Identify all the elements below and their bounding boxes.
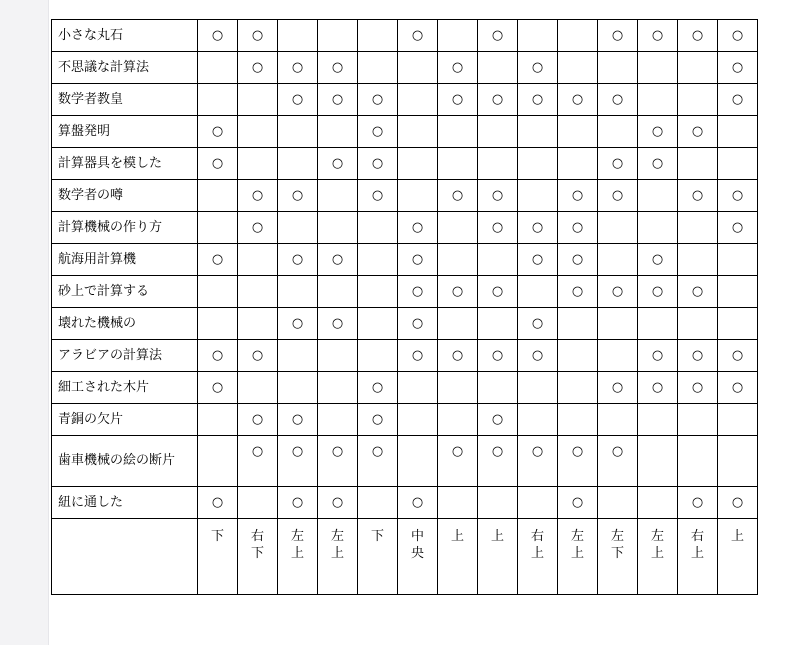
- mark-cell: ○: [278, 404, 318, 436]
- direction-cell: [638, 519, 678, 595]
- mark-cell: [478, 244, 518, 276]
- mark-cell: ○: [318, 52, 358, 84]
- mark-cell: [478, 148, 518, 180]
- mark-cell: ○: [318, 244, 358, 276]
- row-label: 数学者の噂: [52, 180, 198, 212]
- direction-cell: [398, 519, 438, 595]
- mark-cell: [558, 308, 598, 340]
- mark-cell: ○: [478, 84, 518, 116]
- mark-cell: ○: [398, 487, 438, 519]
- mark-cell: ○: [358, 148, 398, 180]
- mark-cell: ○: [638, 244, 678, 276]
- mark-cell: [638, 487, 678, 519]
- direction-label: 左上: [571, 529, 585, 561]
- mark-cell: ○: [638, 340, 678, 372]
- table-row: [52, 372, 758, 404]
- direction-cell: [678, 519, 718, 595]
- table-row: [52, 404, 758, 436]
- mark-cell: ○: [278, 84, 318, 116]
- mark-cell: ○: [438, 52, 478, 84]
- direction-cell: [278, 519, 318, 595]
- mark-cell: ○: [558, 212, 598, 244]
- mark-cell: [358, 276, 398, 308]
- mark-cell: [238, 276, 278, 308]
- row-label: 砂上で計算する: [52, 276, 198, 308]
- mark-cell: ○: [678, 340, 718, 372]
- mark-cell: ○: [518, 308, 558, 340]
- mark-cell: [678, 404, 718, 436]
- direction-label: 上: [731, 529, 745, 544]
- mark-cell: ○: [318, 436, 358, 487]
- mark-cell: ○: [398, 308, 438, 340]
- mark-cell: [518, 148, 558, 180]
- mark-cell: ○: [318, 84, 358, 116]
- mark-cell: [238, 487, 278, 519]
- mark-cell: [638, 404, 678, 436]
- mark-cell: [478, 52, 518, 84]
- mark-cell: ○: [238, 20, 278, 52]
- mark-cell: [278, 372, 318, 404]
- mark-cell: [438, 487, 478, 519]
- direction-cell: [438, 519, 478, 595]
- mark-cell: [478, 372, 518, 404]
- mark-cell: [638, 180, 678, 212]
- row-label: 紐に通した: [52, 487, 198, 519]
- row-label: 計算器具を模した: [52, 148, 198, 180]
- mark-cell: [398, 180, 438, 212]
- blank-cell: [52, 519, 198, 595]
- mark-cell: ○: [718, 52, 758, 84]
- mark-cell: [198, 276, 238, 308]
- direction-cell: [318, 519, 358, 595]
- mark-cell: ○: [278, 52, 318, 84]
- mark-cell: ○: [478, 340, 518, 372]
- mark-cell: [558, 116, 598, 148]
- mark-cell: ○: [278, 244, 318, 276]
- mark-cell: ○: [398, 276, 438, 308]
- mark-cell: ○: [398, 212, 438, 244]
- mark-cell: ○: [558, 436, 598, 487]
- mark-cell: ○: [198, 372, 238, 404]
- row-label: 小さな丸石: [52, 20, 198, 52]
- mark-cell: ○: [518, 244, 558, 276]
- table-row: [52, 276, 758, 308]
- mark-cell: [518, 487, 558, 519]
- direction-label: 右上: [691, 529, 705, 561]
- table-row: [52, 308, 758, 340]
- mark-cell: [398, 148, 438, 180]
- mark-cell: [478, 308, 518, 340]
- mark-cell: [358, 308, 398, 340]
- mark-cell: [278, 212, 318, 244]
- direction-cell: [358, 519, 398, 595]
- row-label: 算盤発明: [52, 116, 198, 148]
- mark-cell: ○: [718, 84, 758, 116]
- mark-cell: ○: [678, 180, 718, 212]
- mark-cell: [318, 116, 358, 148]
- table-body: [52, 20, 758, 595]
- mark-cell: [478, 116, 518, 148]
- mark-cell: ○: [638, 276, 678, 308]
- mark-cell: [718, 404, 758, 436]
- mark-cell: ○: [398, 244, 438, 276]
- direction-cell: [598, 519, 638, 595]
- mark-cell: [638, 308, 678, 340]
- table-row: [52, 212, 758, 244]
- mark-cell: [398, 372, 438, 404]
- mark-cell: ○: [598, 84, 638, 116]
- mark-cell: [318, 180, 358, 212]
- mark-cell: ○: [438, 340, 478, 372]
- mark-cell: [438, 372, 478, 404]
- mark-cell: [638, 436, 678, 487]
- mark-cell: [598, 212, 638, 244]
- mark-cell: [278, 340, 318, 372]
- mark-cell: [678, 308, 718, 340]
- mark-cell: ○: [638, 116, 678, 148]
- mark-cell: ○: [318, 487, 358, 519]
- mark-cell: [718, 244, 758, 276]
- mark-cell: [718, 148, 758, 180]
- mark-cell: [638, 52, 678, 84]
- mark-cell: [558, 372, 598, 404]
- mark-cell: [518, 20, 558, 52]
- mark-cell: ○: [718, 340, 758, 372]
- mark-cell: ○: [518, 52, 558, 84]
- mark-cell: ○: [478, 404, 518, 436]
- mark-cell: [238, 372, 278, 404]
- mark-cell: [238, 244, 278, 276]
- mark-cell: ○: [438, 276, 478, 308]
- direction-cell: [518, 519, 558, 595]
- mark-cell: ○: [678, 487, 718, 519]
- mark-cell: [438, 404, 478, 436]
- mark-cell: [358, 52, 398, 84]
- row-label: 計算機械の作り方: [52, 212, 198, 244]
- mark-cell: [278, 20, 318, 52]
- mark-cell: ○: [558, 244, 598, 276]
- mark-cell: [598, 52, 638, 84]
- mark-cell: ○: [478, 436, 518, 487]
- mark-cell: [638, 212, 678, 244]
- table-row: [52, 84, 758, 116]
- mark-cell: [238, 84, 278, 116]
- mark-cell: [598, 404, 638, 436]
- mark-cell: ○: [478, 276, 518, 308]
- mark-cell: ○: [238, 436, 278, 487]
- mark-cell: ○: [318, 308, 358, 340]
- mark-cell: ○: [718, 372, 758, 404]
- left-gutter: [0, 0, 49, 645]
- mark-cell: ○: [198, 148, 238, 180]
- item-direction-table: [51, 19, 758, 595]
- mark-cell: [318, 340, 358, 372]
- mark-cell: ○: [558, 84, 598, 116]
- direction-label: 下: [211, 529, 225, 544]
- mark-cell: ○: [718, 487, 758, 519]
- mark-cell: ○: [238, 180, 278, 212]
- mark-cell: [678, 148, 718, 180]
- mark-cell: ○: [238, 52, 278, 84]
- table-row: [52, 180, 758, 212]
- row-label: 青銅の欠片: [52, 404, 198, 436]
- mark-cell: [318, 372, 358, 404]
- mark-cell: [278, 116, 318, 148]
- mark-cell: ○: [678, 116, 718, 148]
- mark-cell: [438, 212, 478, 244]
- mark-cell: ○: [398, 20, 438, 52]
- mark-cell: ○: [598, 20, 638, 52]
- mark-cell: ○: [198, 487, 238, 519]
- direction-cell: [478, 519, 518, 595]
- mark-cell: [198, 212, 238, 244]
- mark-cell: ○: [558, 276, 598, 308]
- mark-cell: ○: [478, 20, 518, 52]
- mark-cell: ○: [638, 20, 678, 52]
- mark-cell: ○: [358, 116, 398, 148]
- direction-label: 左上: [291, 529, 305, 561]
- direction-row: [52, 519, 758, 595]
- mark-cell: ○: [358, 84, 398, 116]
- mark-cell: [718, 276, 758, 308]
- mark-cell: ○: [478, 212, 518, 244]
- mark-cell: [438, 244, 478, 276]
- mark-cell: [598, 340, 638, 372]
- mark-cell: ○: [678, 20, 718, 52]
- mark-cell: [558, 52, 598, 84]
- mark-cell: ○: [278, 180, 318, 212]
- mark-cell: [318, 276, 358, 308]
- mark-cell: [278, 148, 318, 180]
- mark-cell: [358, 487, 398, 519]
- mark-cell: [358, 340, 398, 372]
- table-row: [52, 116, 758, 148]
- table-row: [52, 487, 758, 519]
- mark-cell: ○: [358, 180, 398, 212]
- mark-cell: ○: [358, 372, 398, 404]
- mark-cell: [318, 212, 358, 244]
- row-label: 不思議な計算法: [52, 52, 198, 84]
- mark-cell: ○: [198, 116, 238, 148]
- mark-cell: ○: [678, 372, 718, 404]
- mark-cell: [678, 244, 718, 276]
- row-label: 数学者教皇: [52, 84, 198, 116]
- mark-cell: ○: [238, 212, 278, 244]
- mark-cell: ○: [678, 276, 718, 308]
- mark-cell: ○: [598, 148, 638, 180]
- mark-cell: [558, 404, 598, 436]
- mark-cell: ○: [718, 212, 758, 244]
- row-label: 壊れた機械の: [52, 308, 198, 340]
- mark-cell: ○: [598, 276, 638, 308]
- table-row: [52, 244, 758, 276]
- mark-cell: ○: [518, 340, 558, 372]
- mark-cell: ○: [238, 340, 278, 372]
- mark-cell: ○: [438, 180, 478, 212]
- mark-cell: [198, 84, 238, 116]
- mark-cell: [518, 180, 558, 212]
- mark-cell: [678, 436, 718, 487]
- direction-label: 中央: [411, 529, 425, 561]
- table-row: [52, 52, 758, 84]
- mark-cell: [398, 84, 438, 116]
- mark-cell: [238, 308, 278, 340]
- mark-cell: [198, 436, 238, 487]
- mark-cell: [638, 84, 678, 116]
- mark-cell: [678, 52, 718, 84]
- mark-cell: [358, 20, 398, 52]
- mark-cell: [718, 436, 758, 487]
- mark-cell: ○: [478, 180, 518, 212]
- table-row: [52, 20, 758, 52]
- mark-cell: [558, 340, 598, 372]
- mark-cell: [438, 116, 478, 148]
- mark-cell: [438, 148, 478, 180]
- mark-cell: ○: [598, 372, 638, 404]
- mark-cell: [558, 20, 598, 52]
- mark-cell: ○: [398, 340, 438, 372]
- mark-cell: [598, 244, 638, 276]
- mark-cell: [358, 244, 398, 276]
- mark-cell: [398, 52, 438, 84]
- direction-label: 右上: [531, 529, 545, 561]
- mark-cell: [278, 276, 318, 308]
- mark-cell: [318, 20, 358, 52]
- mark-cell: ○: [718, 180, 758, 212]
- table-row: [52, 148, 758, 180]
- mark-cell: ○: [358, 404, 398, 436]
- mark-cell: ○: [238, 404, 278, 436]
- mark-cell: ○: [278, 436, 318, 487]
- direction-label: 下: [371, 529, 385, 544]
- direction-label: 左下: [611, 529, 625, 561]
- mark-cell: ○: [198, 340, 238, 372]
- mark-cell: [518, 372, 558, 404]
- mark-cell: [238, 148, 278, 180]
- mark-cell: [358, 212, 398, 244]
- mark-cell: ○: [198, 244, 238, 276]
- table-row: [52, 436, 758, 487]
- mark-cell: ○: [518, 84, 558, 116]
- mark-cell: ○: [598, 180, 638, 212]
- mark-cell: [198, 308, 238, 340]
- row-label: 細工された木片: [52, 372, 198, 404]
- mark-cell: ○: [518, 436, 558, 487]
- mark-cell: [718, 308, 758, 340]
- mark-cell: [438, 20, 478, 52]
- row-label: 歯車機械の絵の断片: [52, 436, 198, 487]
- mark-cell: [598, 308, 638, 340]
- mark-cell: [678, 84, 718, 116]
- mark-cell: [398, 436, 438, 487]
- mark-cell: [318, 404, 358, 436]
- mark-cell: [598, 116, 638, 148]
- mark-cell: [398, 404, 438, 436]
- mark-cell: ○: [518, 212, 558, 244]
- mark-cell: [398, 116, 438, 148]
- mark-cell: ○: [438, 436, 478, 487]
- mark-cell: [238, 116, 278, 148]
- table-row: [52, 340, 758, 372]
- direction-cell: [198, 519, 238, 595]
- mark-cell: [518, 116, 558, 148]
- mark-cell: [518, 276, 558, 308]
- mark-cell: ○: [278, 487, 318, 519]
- mark-cell: [558, 148, 598, 180]
- mark-cell: [198, 404, 238, 436]
- direction-cell: [558, 519, 598, 595]
- mark-cell: ○: [558, 487, 598, 519]
- mark-cell: [598, 487, 638, 519]
- direction-label: 右下: [251, 529, 265, 561]
- mark-cell: ○: [638, 148, 678, 180]
- row-label: アラビアの計算法: [52, 340, 198, 372]
- mark-cell: ○: [598, 436, 638, 487]
- mark-cell: ○: [438, 84, 478, 116]
- mark-cell: [438, 308, 478, 340]
- direction-cell: [718, 519, 758, 595]
- row-label: 航海用計算機: [52, 244, 198, 276]
- direction-label: 左上: [651, 529, 665, 561]
- mark-cell: [198, 180, 238, 212]
- mark-cell: [678, 212, 718, 244]
- direction-label: 上: [451, 529, 465, 544]
- mark-cell: [518, 404, 558, 436]
- mark-cell: [198, 52, 238, 84]
- mark-cell: ○: [358, 436, 398, 487]
- mark-cell: ○: [278, 308, 318, 340]
- mark-cell: ○: [558, 180, 598, 212]
- direction-label: 上: [491, 529, 505, 544]
- mark-cell: ○: [318, 148, 358, 180]
- mark-cell: ○: [198, 20, 238, 52]
- mark-cell: [718, 116, 758, 148]
- direction-label: 左上: [331, 529, 345, 561]
- direction-cell: [238, 519, 278, 595]
- mark-cell: ○: [718, 20, 758, 52]
- mark-cell: [478, 487, 518, 519]
- mark-cell: ○: [638, 372, 678, 404]
